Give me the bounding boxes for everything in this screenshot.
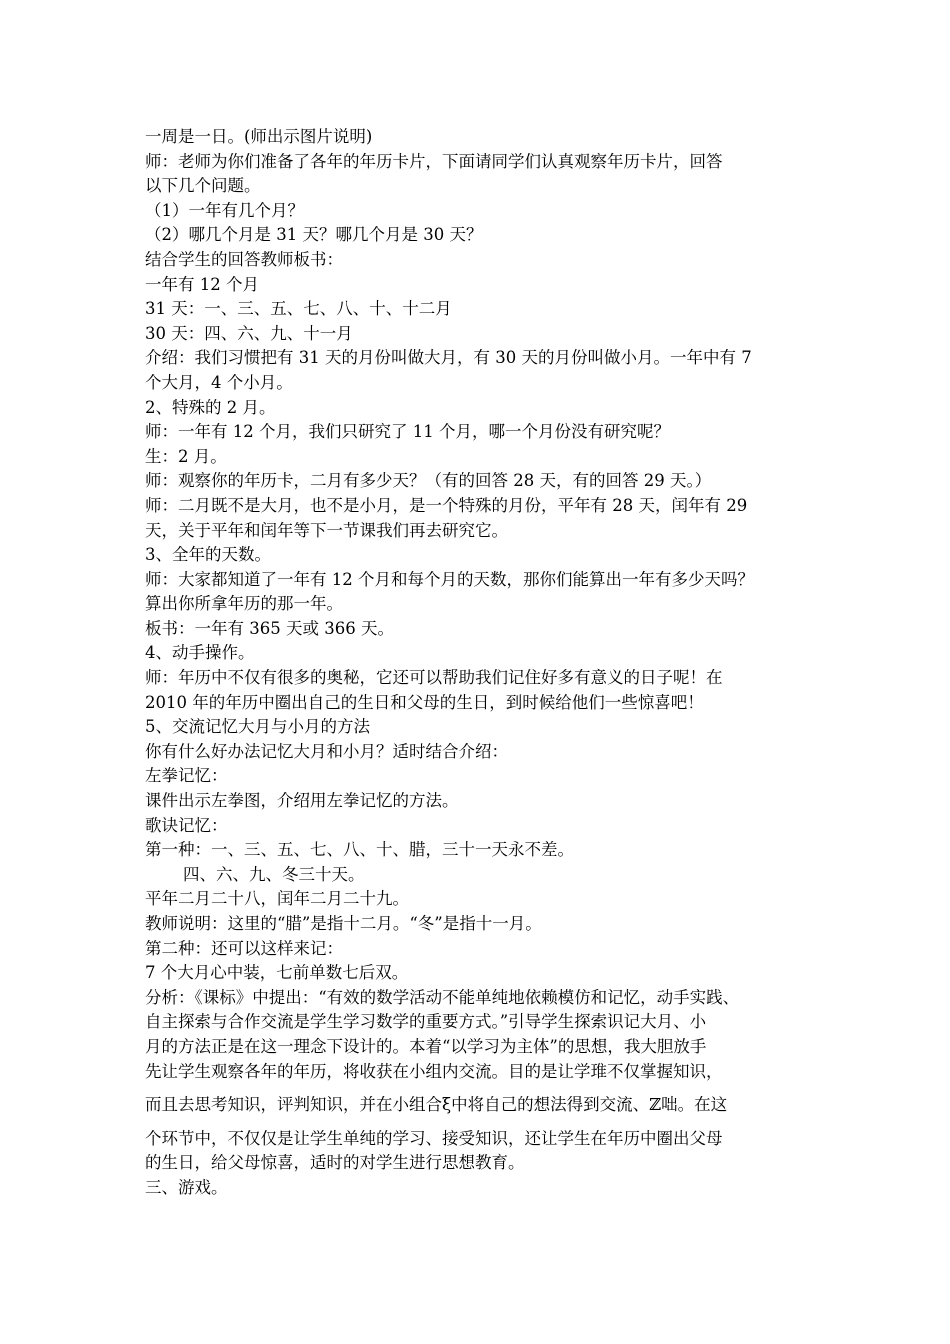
- text-line-indented: 四、六、九、冬三十天。: [183, 864, 365, 884]
- text-line: 师：年历中不仅有很多的奥秘，它还可以帮助我们记住好多有意义的日子呢！在: [145, 668, 723, 688]
- text-line: 月的方法正是在这一理念下设计的。本着“以学习为主体”的思想，我大胆放手: [145, 1036, 707, 1056]
- text-line: 先让学生观察各年的年历，将收获在小组内交流。目的是让学琟不仅掌握知识，: [145, 1061, 723, 1081]
- section-heading: 3、全年的天数。: [145, 545, 271, 565]
- text-line: 自主探索与合作交流是学生学习数学的重要方式。”引导学生探索识记大月、小: [145, 1012, 707, 1032]
- text-line: （2）哪几个月是 31 天？哪几个月是 30 天？: [145, 225, 483, 245]
- text-line: 而且去思考知识，评判知识，并在小组合ξ中将自己的想法得到交流、ℤ咄。在这: [145, 1095, 728, 1115]
- section-heading: 2、特殊的 2 月。: [145, 397, 276, 417]
- section-heading: 5、交流记忆大月与小月的方法: [145, 717, 370, 737]
- text-line: 一周是一日。(师出示图片说明): [145, 127, 373, 146]
- text-line: 第二种：还可以这样来记：: [145, 938, 343, 958]
- document-page: [145, 125, 820, 1201]
- text-line: 师：大家都知道了一年有 12 个月和每个月的天数，那你们能算出一年有多少天吗？: [145, 569, 754, 589]
- text-line: 课件出示左拳图，介绍用左拳记忆的方法。: [145, 791, 459, 811]
- text-line: 个大月，4 个小月。: [145, 372, 293, 392]
- text-line: 一年有 12 个月: [145, 274, 259, 294]
- text-line: 师：老师为你们准备了各年的年历卡片，下面请同学们认真观察年历卡片，回答: [145, 151, 723, 171]
- text-line: 师：二月既不是大月，也不是小月，是一个特殊的月份，平年有 28 天，闰年有 29: [145, 495, 748, 515]
- text-line: 个环节中，不仅仅是让学生单纯的学习、接受知识，还让学生在年历中圈出父母: [145, 1128, 723, 1148]
- text-line: 师：一年有 12 个月，我们只研究了 11 个月，哪一个月份没有研究呢？: [145, 422, 670, 442]
- text-line: 师：观察你的年历卡，二月有多少天？（有的回答 28 天，有的回答 29 天。）: [145, 471, 712, 491]
- text-line: 教师说明：这里的“腊”是指十二月。“冬”是指十一月。: [145, 914, 542, 933]
- text-line: （1）一年有几个月？: [145, 200, 304, 220]
- text-line: 分析：《课标》中提出：“有效的数学活动不能单纯地依赖模仿和记忆，动手实践、: [145, 987, 740, 1007]
- text-line: 算出你所拿年历的那一年。: [145, 594, 343, 614]
- section-heading: 三、游戏。: [145, 1177, 228, 1197]
- text-line: 2010 年的年历中圈出自己的生日和父母的生日，到时候给他们一些惊喜吧！: [145, 692, 704, 712]
- text-line: 生：2 月。: [145, 446, 227, 466]
- text-line: 30 天：四、六、九、十一月: [145, 323, 353, 343]
- text-line: 结合学生的回答教师板书：: [145, 249, 343, 269]
- text-line: 板书：一年有 365 天或 366 天。: [145, 618, 394, 638]
- text-line: 的生日，给父母惊喜，适时的对学生进行思想教育。: [145, 1153, 525, 1173]
- text-line: 平年二月二十八，闰年二月二十九。: [145, 889, 409, 909]
- text-line: 你有什么好办法记忆大月和小月？适时结合介绍：: [145, 741, 508, 761]
- text-line: 31 天：一、三、五、七、八、十、十二月: [145, 299, 452, 319]
- text-line: 第一种：一、三、五、七、八、十、腊，三十一天永不差。: [145, 840, 574, 860]
- section-heading: 4、动手操作。: [145, 643, 255, 663]
- text-line: 歌诀记忆：: [145, 815, 228, 835]
- text-line: 天，关于平年和闰年等下一节课我们再去研究它。: [145, 520, 508, 540]
- text-line: 左拳记忆：: [145, 766, 228, 786]
- text-line: 7 个大月心中装，七前单数七后双。: [145, 963, 409, 983]
- text-line: 以下几个问题。: [145, 176, 261, 196]
- text-line: 介绍：我们习惯把有 31 天的月份叫做大月，有 30 天的月份叫做小月。一年中有 7: [145, 348, 752, 368]
